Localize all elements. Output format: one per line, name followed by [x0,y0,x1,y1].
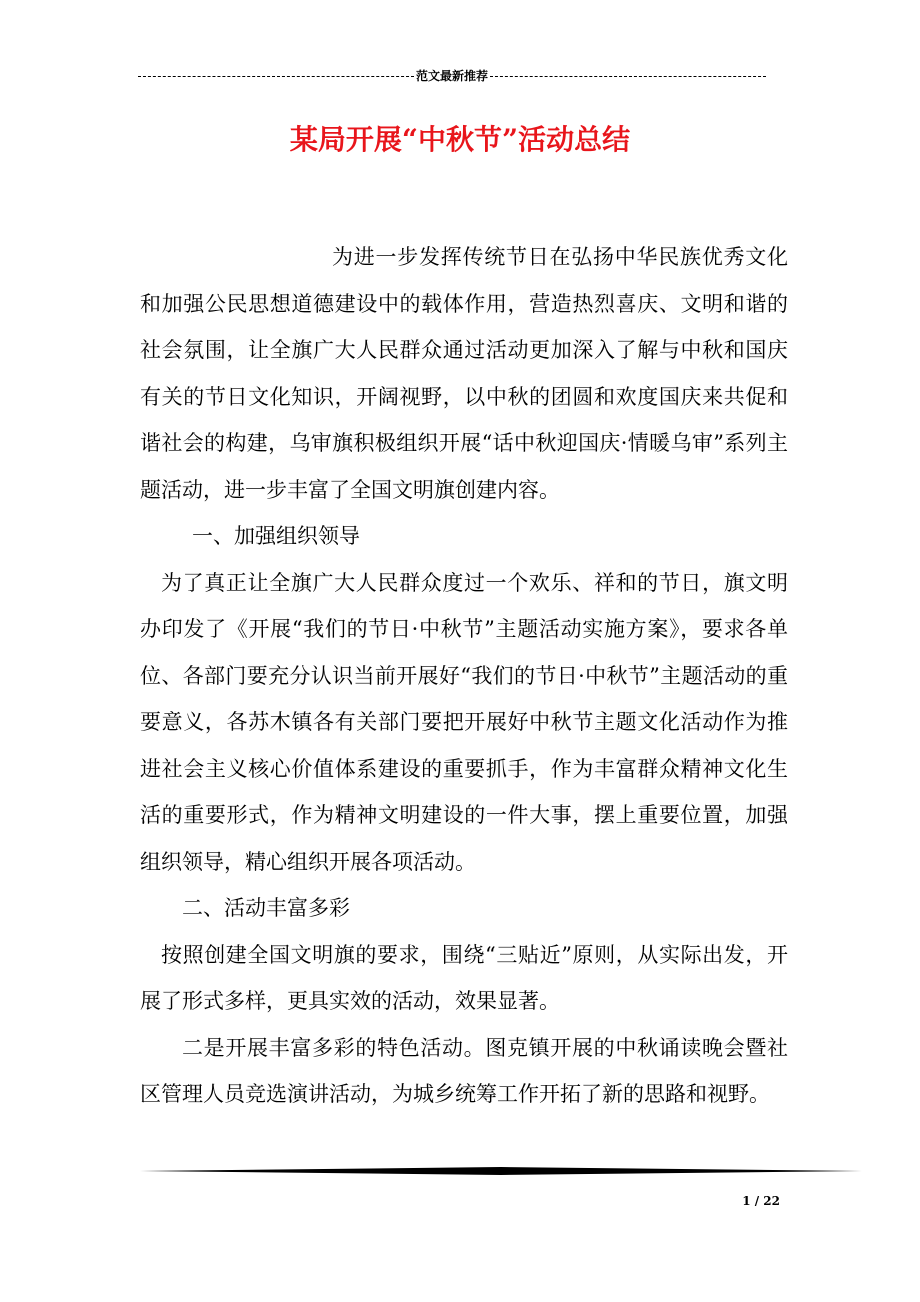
footer-rule [140,1166,862,1176]
paragraph-3: 二是开展丰富多彩的特色活动。图克镇开展的中秋诵读晚会暨社区管理人员竞选演讲活动，为城乡统筹工作开拓了新的思路和视野。 [140,1035,788,1106]
paragraph-1: 为了真正让全旗广大人民群众度过一个欢乐、祥和的节日，旗文明办印发了《开展“我们的节日·中秋节”主题活动实施方案》，要求各单位、各部门要充分认识当前开展好“我们的节日·中秋节”主题活动的重要意义，各苏木镇各有关部门要把开展好中秋节主题文化活动作为推进社会主义核心价值体系建设的重要抓手，作为丰富群众精神文化生活的重要形式，作为精神文明建设的一件大事，摆上重要位置，加强组织领导，精心组织开展各项活动。 [140,570,788,874]
paragraph-2: 按照创建全国文明旗的要求，围绕“三贴近”原则，从实际出发，开展了形式多样，更具实效的活动，效果显著。 [140,942,788,1013]
document-title: 某局开展“中秋节”活动总结 [289,123,631,156]
page-number: 1 / 22 [742,1194,780,1208]
paragraph-intro: 为进一步发挥传统节日在弘扬中华民族优秀文化和加强公民思想道德建设中的载体作用，营造热烈喜庆、文明和谐的社会氛围，让全旗广大人民群众通过活动更加深入了解与中秋和国庆有关的节日文化知识，开阔视野，以中秋的团圆和欢度国庆来共促和谐社会的构建，乌审旗积极组织开展“话中秋迎国庆·情暖乌审”系列主题活动，进一步丰富了全国文明旗创建内容。 [140,245,788,502]
header-dashes-left [138,76,414,77]
page-header [138,66,766,86]
document-body [140,234,788,1118]
header-label: 范文最新推荐 [416,69,489,83]
section-heading-1: 一、加强组织领导 [192,524,360,548]
section-heading-2: 二、活动丰富多彩 [182,896,350,920]
header-dashes-right [490,76,766,77]
